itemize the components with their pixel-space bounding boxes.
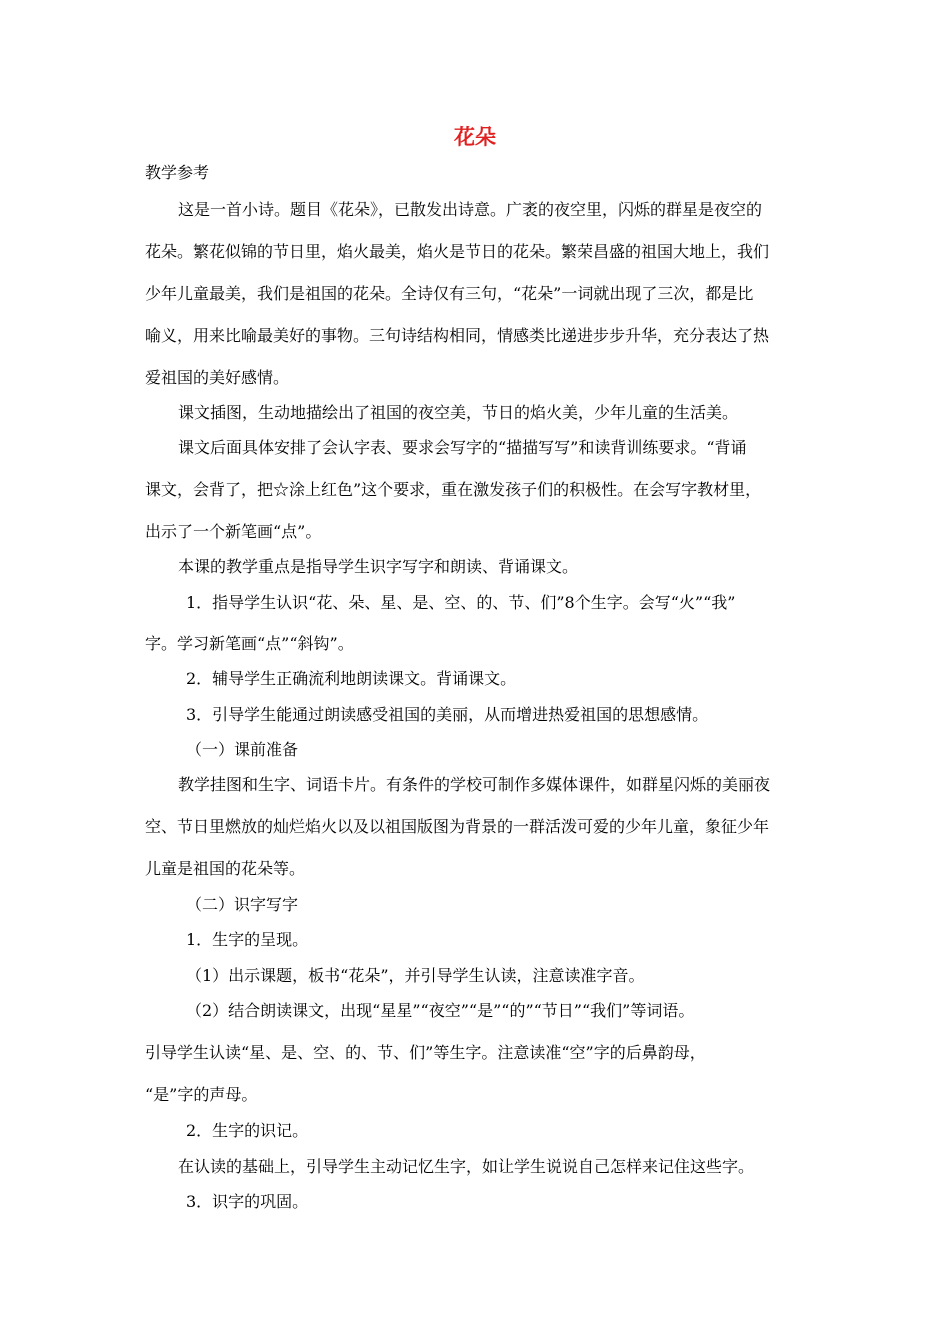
paragraph-line: 出示了一个新笔画“点”。 (145, 522, 322, 541)
paragraph-line: 爱祖国的美好感情。 (145, 368, 290, 387)
section-label: 教学参考 (145, 163, 210, 182)
list-item-line: 3．引导学生能通过朗读感受祖国的美丽，从而增进热爱祖国的思想感情。 (186, 705, 709, 724)
paragraph-line: 教学挂图和生字、词语卡片。有条件的学校可制作多媒体课件，如群星闪烁的美丽夜 (178, 775, 771, 794)
paragraph-line: 课文，会背了，把☆涂上红色”这个要求，重在激发孩子们的积极性。在会写字教材里， (145, 480, 762, 499)
list-item-line: 引导学生认读“星、是、空、的、节、们”等生字。注意读准“空”字的后鼻韵母， (145, 1043, 706, 1062)
section-heading: （二）识字写字 (186, 895, 299, 914)
document-title: 花朵 (454, 124, 496, 149)
paragraph-line: 课文后面具体安排了会认字表、要求会写字的“描描写写”和读背训练要求。“背诵 (178, 438, 747, 457)
paragraph-line: 花朵。繁花似锦的节日里，焰火最美，焰火是节日的花朵。繁荣昌盛的祖国大地上，我们 (145, 242, 770, 261)
paragraph-line: 少年儿童最美，我们是祖国的花朵。全诗仅有三句，“花朵”一词就出现了三次，都是比 (145, 284, 754, 303)
list-item-line: 1．指导学生认识“花、朵、星、是、空、的、节、们”8个生字。会写“火”“我” (186, 593, 736, 612)
paragraph-line: 这是一首小诗。题目《花朵》，已散发出诗意。广袤的夜空里，闪烁的群星是夜空的 (178, 200, 763, 219)
paragraph-line: 在认读的基础上，引导学生主动记忆生字，如让学生说说自己怎样来记住这些字。 (178, 1157, 755, 1176)
list-item-line: 3．识字的巩固。 (186, 1192, 309, 1211)
list-item-line: 2．辅导学生正确流利地朗读课文。背诵课文。 (186, 669, 517, 688)
list-item-line: 字。学习新笔画“点”“斜钩”。 (145, 634, 354, 653)
paragraph-line: 课文插图，生动地描绘出了祖国的夜空美，节日的焰火美，少年儿童的生活美。 (178, 403, 739, 422)
list-item-line: 2．生字的识记。 (186, 1121, 309, 1140)
list-item-line: （1）出示课题，板书“花朵”，并引导学生认读，注意读准字音。 (186, 966, 645, 985)
paragraph-line: 本课的教学重点是指导学生识字写字和朗读、背诵课文。 (178, 557, 579, 576)
paragraph-line: 儿童是祖国的花朵等。 (145, 859, 306, 878)
paragraph-line: 空、节日里燃放的灿烂焰火以及以祖国版图为背景的一群活泼可爱的少年儿童，象征少年 (145, 817, 770, 836)
paragraph-line: 喻义，用来比喻最美好的事物。三句诗结构相同，情感类比递进步步升华，充分表达了热 (145, 326, 770, 345)
section-heading: （一）课前准备 (186, 740, 299, 759)
list-item-line: “是”字的声母。 (145, 1085, 258, 1104)
list-item-line: 1．生字的呈现。 (186, 930, 309, 949)
list-item-line: （2）结合朗读课文，出现“星星”“夜空”“是”“的”“节日”“我们”等词语。 (186, 1001, 695, 1020)
